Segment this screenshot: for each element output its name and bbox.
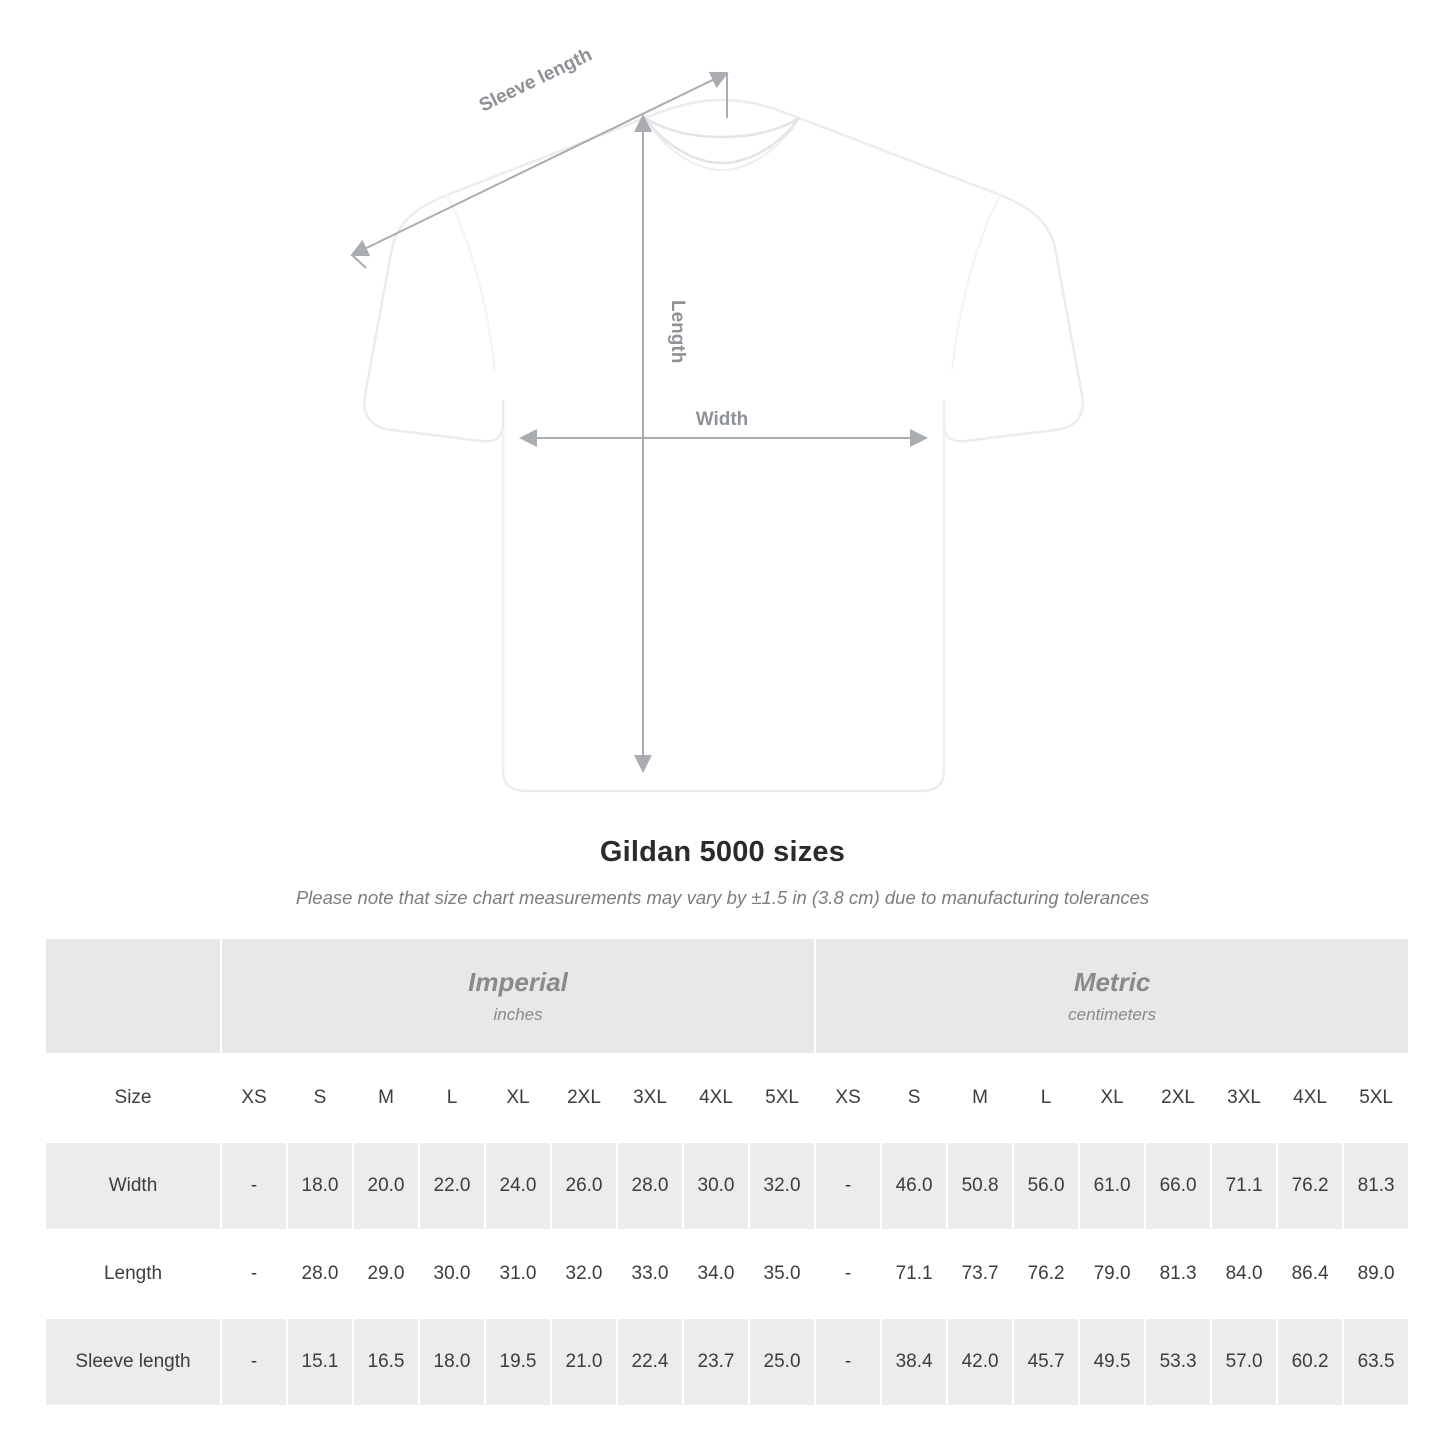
col-header-imp-3: L	[419, 1054, 485, 1142]
cell-length-met-0: -	[815, 1230, 881, 1318]
row-header-size: Size	[45, 1054, 221, 1142]
cell-width-imp-2: 20.0	[353, 1142, 419, 1230]
cell-length-met-2: 73.7	[947, 1230, 1013, 1318]
cell-sleeve-imp-3: 18.0	[419, 1318, 485, 1406]
cell-sleeve-imp-0: -	[221, 1318, 287, 1406]
cell-length-imp-6: 33.0	[617, 1230, 683, 1318]
cell-width-imp-5: 26.0	[551, 1142, 617, 1230]
tolerance-note: Please note that size chart measurements may vary by ±1.5 in (3.8 cm) due to manufacturing tolerances	[295, 887, 1150, 908]
cell-length-met-6: 84.0	[1211, 1230, 1277, 1318]
sleeve-length-label: Sleeve length	[476, 44, 596, 117]
metric-sub: centimeters	[1068, 1004, 1157, 1024]
cell-sleeve-imp-6: 22.4	[617, 1318, 683, 1406]
col-header-met-4: XL	[1079, 1054, 1145, 1142]
cell-length-imp-5: 32.0	[551, 1230, 617, 1318]
tshirt-shape	[364, 100, 1083, 791]
cell-width-met-1: 46.0	[881, 1142, 947, 1230]
imperial-name: Imperial	[468, 967, 568, 998]
cell-width-imp-8: 32.0	[749, 1142, 815, 1230]
cell-length-imp-1: 28.0	[287, 1230, 353, 1318]
cell-length-met-7: 86.4	[1277, 1230, 1343, 1318]
cell-length-imp-7: 34.0	[683, 1230, 749, 1318]
cell-length-imp-4: 31.0	[485, 1230, 551, 1318]
unit-header-metric	[815, 938, 1409, 1054]
page-title: Gildan 5000 sizes	[599, 836, 846, 868]
unit-header-row	[45, 938, 1409, 1054]
col-header-met-3: L	[1013, 1054, 1079, 1142]
col-header-met-0: XS	[815, 1054, 881, 1142]
cell-sleeve-met-2: 42.0	[947, 1318, 1013, 1406]
col-header-met-8: 5XL	[1343, 1054, 1409, 1142]
col-header-met-6: 3XL	[1211, 1054, 1277, 1142]
col-header-imp-1: S	[287, 1054, 353, 1142]
cell-length-met-4: 79.0	[1079, 1230, 1145, 1318]
col-header-imp-0: XS	[221, 1054, 287, 1142]
table-row-sleeve-length	[45, 1318, 1409, 1406]
size-table-wrap	[44, 937, 1401, 1407]
cell-sleeve-met-6: 57.0	[1211, 1318, 1277, 1406]
cell-sleeve-met-7: 60.2	[1277, 1318, 1343, 1406]
cell-sleeve-met-5: 53.3	[1145, 1318, 1211, 1406]
cell-width-met-7: 76.2	[1277, 1142, 1343, 1230]
cell-sleeve-met-0: -	[815, 1318, 881, 1406]
cell-length-imp-2: 29.0	[353, 1230, 419, 1318]
unit-header-blank	[45, 938, 221, 1054]
col-header-met-5: 2XL	[1145, 1054, 1211, 1142]
cell-width-imp-4: 24.0	[485, 1142, 551, 1230]
width-label: Width	[695, 409, 749, 430]
cell-width-met-8: 81.3	[1343, 1142, 1409, 1230]
col-header-met-7: 4XL	[1277, 1054, 1343, 1142]
col-header-imp-8: 5XL	[749, 1054, 815, 1142]
length-label: Length	[667, 300, 688, 364]
cell-sleeve-met-8: 63.5	[1343, 1318, 1409, 1406]
cell-sleeve-met-1: 38.4	[881, 1318, 947, 1406]
cell-width-met-5: 66.0	[1145, 1142, 1211, 1230]
cell-sleeve-met-3: 45.7	[1013, 1318, 1079, 1406]
size-table	[44, 937, 1410, 1407]
col-header-imp-6: 3XL	[617, 1054, 683, 1142]
cell-length-imp-8: 35.0	[749, 1230, 815, 1318]
cell-sleeve-imp-4: 19.5	[485, 1318, 551, 1406]
cell-width-met-4: 61.0	[1079, 1142, 1145, 1230]
cell-length-met-1: 71.1	[881, 1230, 947, 1318]
cell-length-met-5: 81.3	[1145, 1230, 1211, 1318]
imperial-sub: inches	[493, 1004, 543, 1024]
row-label-sleeve-length: Sleeve length	[45, 1318, 221, 1406]
cell-width-met-3: 56.0	[1013, 1142, 1079, 1230]
col-header-imp-4: XL	[485, 1054, 551, 1142]
cell-width-met-2: 50.8	[947, 1142, 1013, 1230]
cell-width-met-6: 71.1	[1211, 1142, 1277, 1230]
cell-sleeve-met-4: 49.5	[1079, 1318, 1145, 1406]
cell-width-imp-6: 28.0	[617, 1142, 683, 1230]
cell-width-imp-0: -	[221, 1142, 287, 1230]
cell-length-met-3: 76.2	[1013, 1230, 1079, 1318]
col-header-met-1: S	[881, 1054, 947, 1142]
col-header-imp-2: M	[353, 1054, 419, 1142]
cell-sleeve-imp-7: 23.7	[683, 1318, 749, 1406]
row-label-width: Width	[45, 1142, 221, 1230]
cell-width-imp-3: 22.0	[419, 1142, 485, 1230]
cell-width-imp-7: 30.0	[683, 1142, 749, 1230]
table-row-length	[45, 1230, 1409, 1318]
cell-sleeve-imp-5: 21.0	[551, 1318, 617, 1406]
cell-sleeve-imp-2: 16.5	[353, 1318, 419, 1406]
cell-width-imp-1: 18.0	[287, 1142, 353, 1230]
unit-header-imperial	[221, 938, 815, 1054]
cell-length-met-8: 89.0	[1343, 1230, 1409, 1318]
size-header-row	[45, 1054, 1409, 1142]
cell-sleeve-imp-8: 25.0	[749, 1318, 815, 1406]
chart-heading	[0, 836, 1445, 909]
col-header-met-2: M	[947, 1054, 1013, 1142]
table-row-width	[45, 1142, 1409, 1230]
col-header-imp-5: 2XL	[551, 1054, 617, 1142]
cell-width-met-0: -	[815, 1142, 881, 1230]
cell-sleeve-imp-1: 15.1	[287, 1318, 353, 1406]
metric-name: Metric	[1073, 967, 1151, 998]
cell-length-imp-3: 30.0	[419, 1230, 485, 1318]
row-label-length: Length	[45, 1230, 221, 1318]
cell-length-imp-0: -	[221, 1230, 287, 1318]
col-header-imp-7: 4XL	[683, 1054, 749, 1142]
